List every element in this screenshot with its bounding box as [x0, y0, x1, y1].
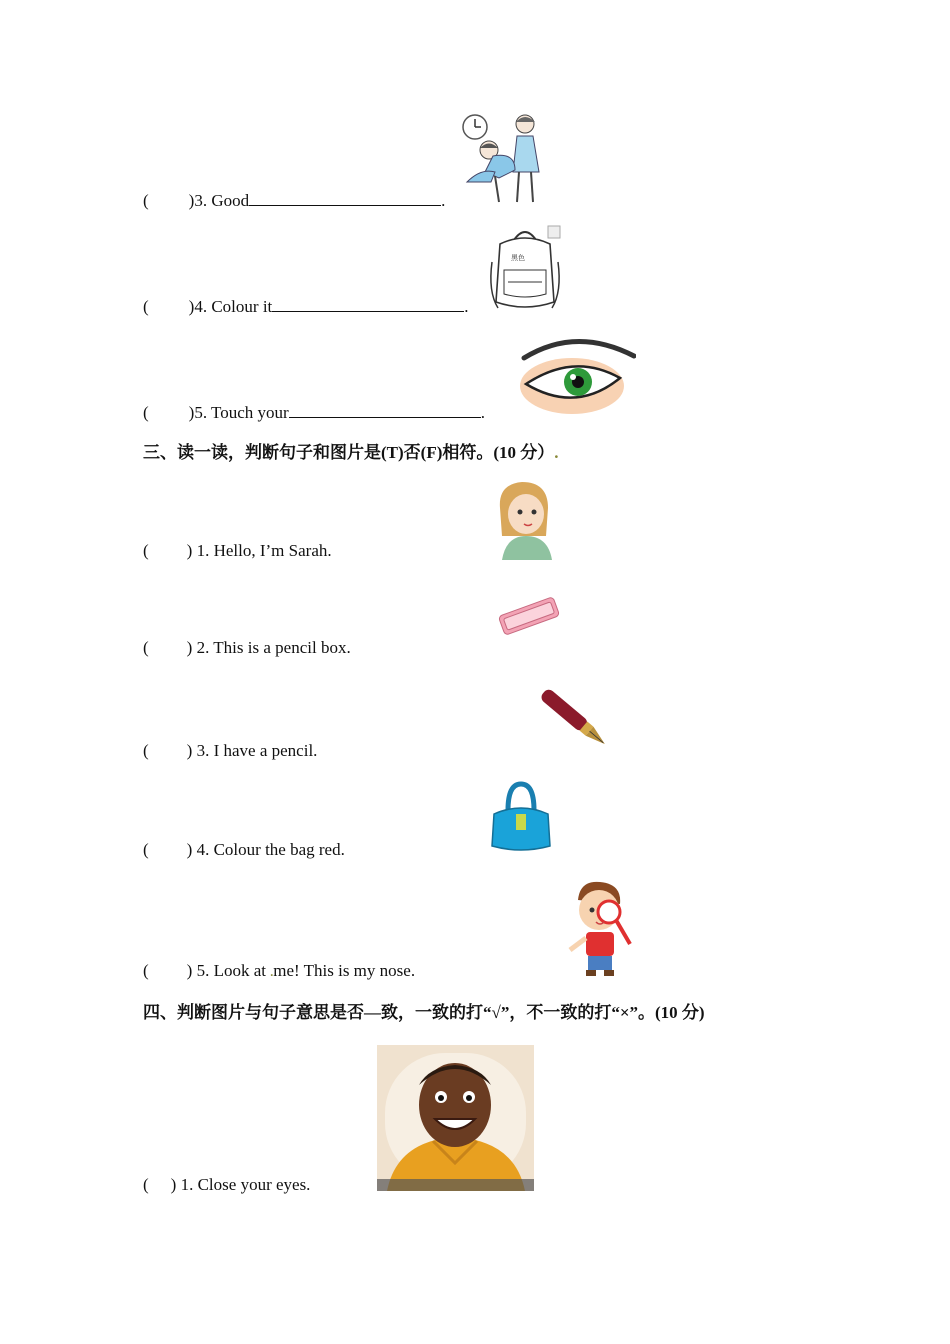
- item-text: This is a pencil box.: [213, 638, 351, 657]
- answer-paren-open: (: [143, 961, 149, 980]
- answer-paren-close: ): [188, 403, 195, 422]
- item-number: 3.: [194, 191, 208, 210]
- exercise-2-item-3: [143, 190, 445, 211]
- girl-sarah-picture: [492, 478, 554, 560]
- answer-paren-close: ): [188, 191, 195, 210]
- item-text-part-a: Look at: [213, 961, 266, 980]
- item-text: Colour it: [211, 297, 273, 316]
- item-number: 4.: [196, 840, 210, 859]
- smiling-boy-picture: [377, 1045, 534, 1191]
- item-end-punct: .: [464, 297, 469, 316]
- section-4-heading: [143, 1002, 705, 1024]
- answer-paren-close: ): [186, 961, 193, 980]
- item-text: Good: [211, 191, 250, 210]
- stray-dot: .: [270, 965, 274, 979]
- item-number: 5.: [194, 403, 208, 422]
- answer-paren-open: (: [143, 638, 149, 657]
- answer-paren-open: (: [143, 741, 149, 760]
- answer-blank[interactable]: [249, 190, 441, 206]
- answer-paren-open: (: [143, 1175, 149, 1194]
- item-text: I have a pencil.: [213, 741, 318, 760]
- answer-paren-close: ): [188, 297, 195, 316]
- item-text-part-b: me! This is my nose.: [273, 961, 416, 980]
- item-number: 4.: [194, 297, 208, 316]
- blue-bag-picture: [488, 780, 554, 854]
- pencil-box-picture: [494, 592, 564, 640]
- answer-paren-open: (: [143, 191, 149, 210]
- answer-paren-close: ): [186, 840, 193, 859]
- backpack-color-label: 黑色: [511, 254, 525, 262]
- answer-paren-open: (: [143, 403, 149, 422]
- section-4-heading-text: 四、判断图片与句子意思是否—致，一致的打“√”，不一致的打“×”。(10 分): [143, 1003, 705, 1022]
- item-number: 1.: [180, 1175, 194, 1194]
- item-number: 1.: [196, 541, 210, 560]
- answer-paren-close: ): [170, 1175, 177, 1194]
- item-number: 2.: [196, 638, 210, 657]
- eye-picture: [516, 332, 636, 416]
- answer-paren-open: (: [143, 541, 149, 560]
- item-number: 5.: [196, 961, 210, 980]
- exercise-3-item-3: [143, 741, 317, 761]
- exercise-3-item-5: [143, 961, 415, 982]
- item-end-punct: .: [441, 191, 446, 210]
- backpack-picture: [486, 222, 564, 314]
- answer-paren-close: ): [186, 638, 193, 657]
- exercise-3-item-4: [143, 840, 345, 860]
- item-end-punct: .: [480, 403, 485, 422]
- item-text: Touch your: [211, 403, 289, 422]
- exercise-3-item-1: [143, 541, 332, 561]
- boy-magnifier-picture: [564, 878, 640, 978]
- bowing-greeting-picture: [455, 112, 555, 208]
- exercise-2-item-4: [143, 296, 469, 317]
- item-number: 3.: [196, 741, 210, 760]
- heading-trailing-dot: .: [554, 443, 559, 462]
- fountain-pen-picture: [532, 684, 618, 754]
- exercise-2-item-5: [143, 402, 485, 423]
- answer-paren-open: (: [143, 840, 149, 859]
- item-text: Close your eyes.: [197, 1175, 311, 1194]
- answer-blank[interactable]: [289, 402, 481, 418]
- answer-blank[interactable]: [272, 296, 464, 312]
- exercise-3-item-2: [143, 638, 351, 658]
- exercise-4-item-1: [143, 1175, 310, 1195]
- answer-paren-open: (: [143, 297, 149, 316]
- item-text: Hello, I’m Sarah.: [213, 541, 332, 560]
- answer-paren-close: ): [186, 741, 193, 760]
- answer-paren-close: ): [186, 541, 193, 560]
- section-3-heading: [143, 442, 559, 464]
- item-text: Colour the bag red.: [213, 840, 345, 859]
- section-3-heading-text: 三、读一读，判断句子和图片是(T)否(F)相符。(10 分）: [143, 443, 555, 462]
